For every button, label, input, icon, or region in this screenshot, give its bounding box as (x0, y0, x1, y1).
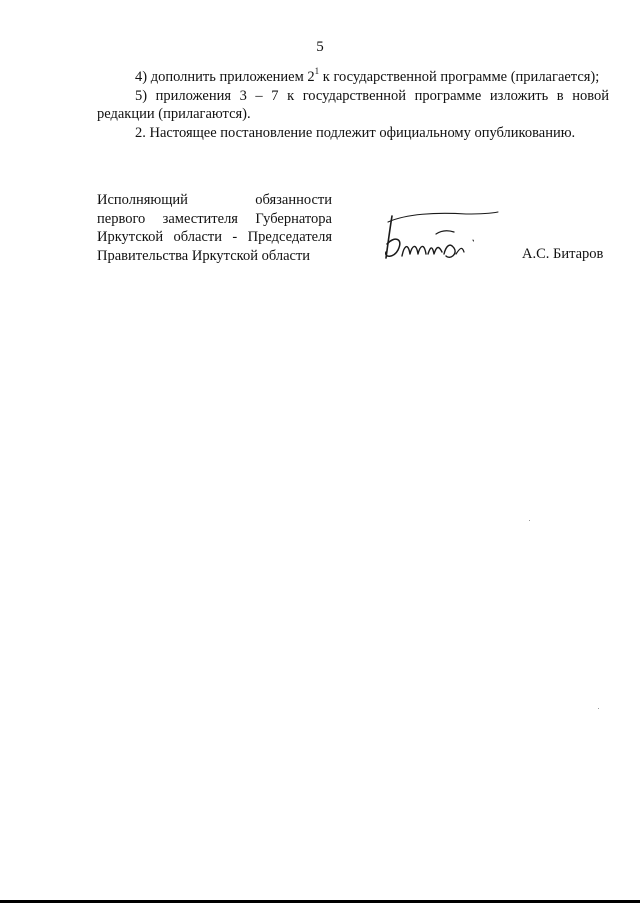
handwritten-signature (376, 208, 506, 268)
paragraph-item-4 (97, 68, 609, 87)
signatory-name: А.С. Битаров (522, 246, 604, 262)
signer-position (97, 191, 332, 265)
signer-position-line: первого заместителя Губернатора (97, 210, 332, 227)
paragraph-item-5: 5) приложения 3 – 7 к государственной программе изложить в новой редакции (прилагаются). (97, 87, 609, 122)
scan-speck (598, 708, 599, 709)
item-4-text-end: к государственной программе (прилагается); (319, 69, 600, 85)
item-4-superscript: 1 (314, 66, 320, 77)
scan-speck (529, 520, 530, 521)
document-body (97, 68, 609, 142)
signer-position-line: Исполняющий обязанности (97, 192, 332, 208)
signer-position-line: Иркутской области - Председателя (97, 229, 332, 245)
page-number: 5 (316, 39, 324, 55)
signer-position-line: Правительства Иркутской области (97, 247, 311, 264)
item-4-text: 4) дополнить приложением 2 (135, 69, 315, 85)
scan-edge-line (0, 900, 640, 903)
paragraph-item-2: 2. Настоящее постановление подлежит официальному опубликованию. (135, 124, 576, 141)
